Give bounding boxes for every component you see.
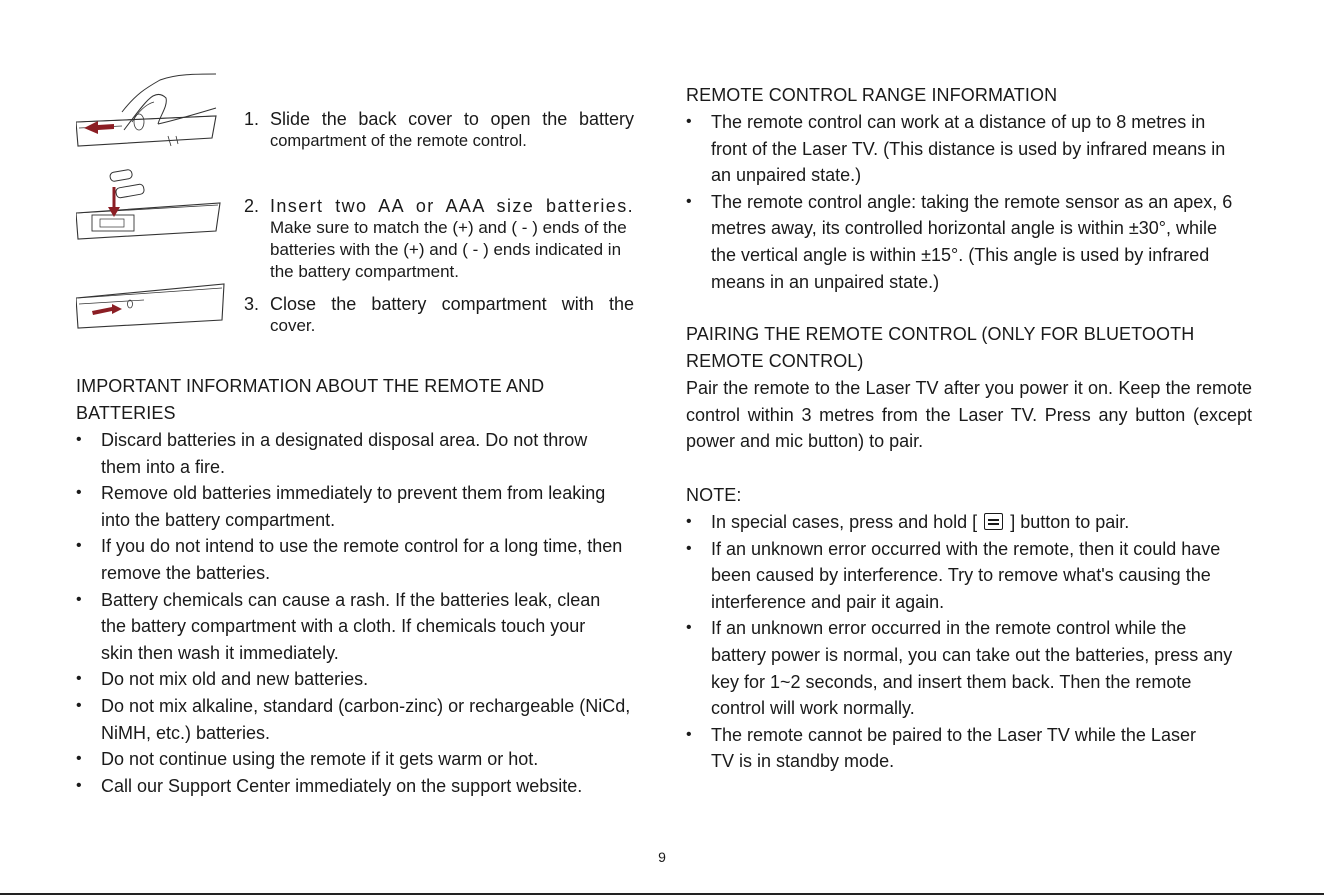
list-item: • If an unknown error occurred with the remote, then it could have been caused by interference. Try to remove what's causing the interference and pair it again. [686, 538, 1221, 612]
note-heading: NOTE: [686, 484, 742, 505]
list-item: • In special cases, press and hold [ ] button to pair. [686, 511, 1130, 532]
spacer [686, 455, 1252, 482]
step-3 [244, 293, 634, 337]
step-text-first-line: Insert two AA or AAA size batteries. [270, 196, 634, 216]
pairing-text: Pair the remote to the Laser TV after you power it on. Keep the remote control within 3 metres from the Laser TV. Press any button (except power and mic button) to pair. [686, 378, 1252, 452]
close-cover-illustration [76, 278, 226, 340]
list-item: • The remote control angle: taking the remote sensor as an apex, 6 metres away, its controlled horizontal angle is within ±30°, while the vertical angle is within ±15°. (This angle is used by infrared means in an unpaired state.) [686, 191, 1233, 292]
list-item: • The remote control can work at a distance of up to 8 metres in front of the Laser TV. (This distance is used by infrared means in an unpaired state.) [686, 112, 1226, 186]
step-text-rest: cover. [270, 316, 316, 335]
slide-cover-illustration [76, 72, 226, 154]
heading-line-2: BATTERIES [76, 403, 176, 423]
battery-steps [76, 72, 646, 372]
list-item: • Battery chemicals can cause a rash. If the batteries leak, clean the battery compartment with a cloth. If chemicals touch your skin then wash it immediately. [76, 589, 601, 663]
important-info-section [76, 373, 646, 799]
step-text-first-line: Close the battery compartment with the [270, 294, 634, 314]
list-item: • Discard batteries in a designated disposal area. Do not throw them into a fire. [76, 430, 588, 477]
note-section [686, 482, 1252, 775]
insert-batteries-illustration [76, 169, 226, 253]
step-number: 2. [244, 196, 260, 216]
range-list [686, 109, 1252, 295]
note-list [686, 509, 1252, 775]
step-text-first-line: Slide the back cover to open the battery [270, 109, 634, 129]
pairing-section [686, 321, 1252, 455]
page-number: 9 [658, 849, 666, 865]
spacer [686, 295, 1252, 321]
important-info-list [76, 427, 646, 799]
right-column [686, 82, 1252, 775]
list-item: • If an unknown error occurred in the remote control while the battery power is normal, you can take out the batteries, press any key for 1~2 seconds, and insert them back. Then the remote control will work normally. [686, 618, 1233, 719]
step-text-rest: Make sure to match the (+) and ( - ) ends of the batteries with the (+) and ( - ) ends indicated in the battery compartment. [270, 218, 627, 281]
left-column [76, 72, 646, 796]
list-item: • Remove old batteries immediately to prevent them from leaking into the battery compartment. [76, 483, 606, 530]
pairing-heading: PAIRING THE REMOTE CONTROL (ONLY FOR BLUETOOTH REMOTE CONTROL) [686, 324, 1195, 372]
step-number: 3. [244, 294, 260, 314]
menu-icon [984, 513, 1003, 530]
step-text-rest: compartment of the remote control. [270, 132, 527, 150]
range-section [686, 82, 1252, 295]
list-item: • Call our Support Center immediately on the support website. [76, 775, 583, 796]
step-number: 1. [244, 109, 260, 129]
list-item: • If you do not intend to use the remote control for a long time, then remove the batteries. [76, 536, 623, 583]
list-item: • Do not continue using the remote if it gets warm or hot. [76, 749, 539, 770]
important-info-heading [76, 373, 646, 427]
heading-line-1: IMPORTANT INFORMATION ABOUT THE REMOTE AND [76, 376, 545, 396]
step-1 [244, 108, 634, 152]
step-2 [244, 195, 634, 283]
range-heading: REMOTE CONTROL RANGE INFORMATION [686, 85, 1058, 105]
list-item: • Do not mix alkaline, standard (carbon-zinc) or rechargeable (NiCd, NiMH, etc.) batteries. [76, 695, 631, 743]
list-item: • The remote cannot be paired to the Laser TV while the Laser TV is in standby mode. [686, 724, 1196, 772]
list-item: • Do not mix old and new batteries. [76, 669, 369, 690]
